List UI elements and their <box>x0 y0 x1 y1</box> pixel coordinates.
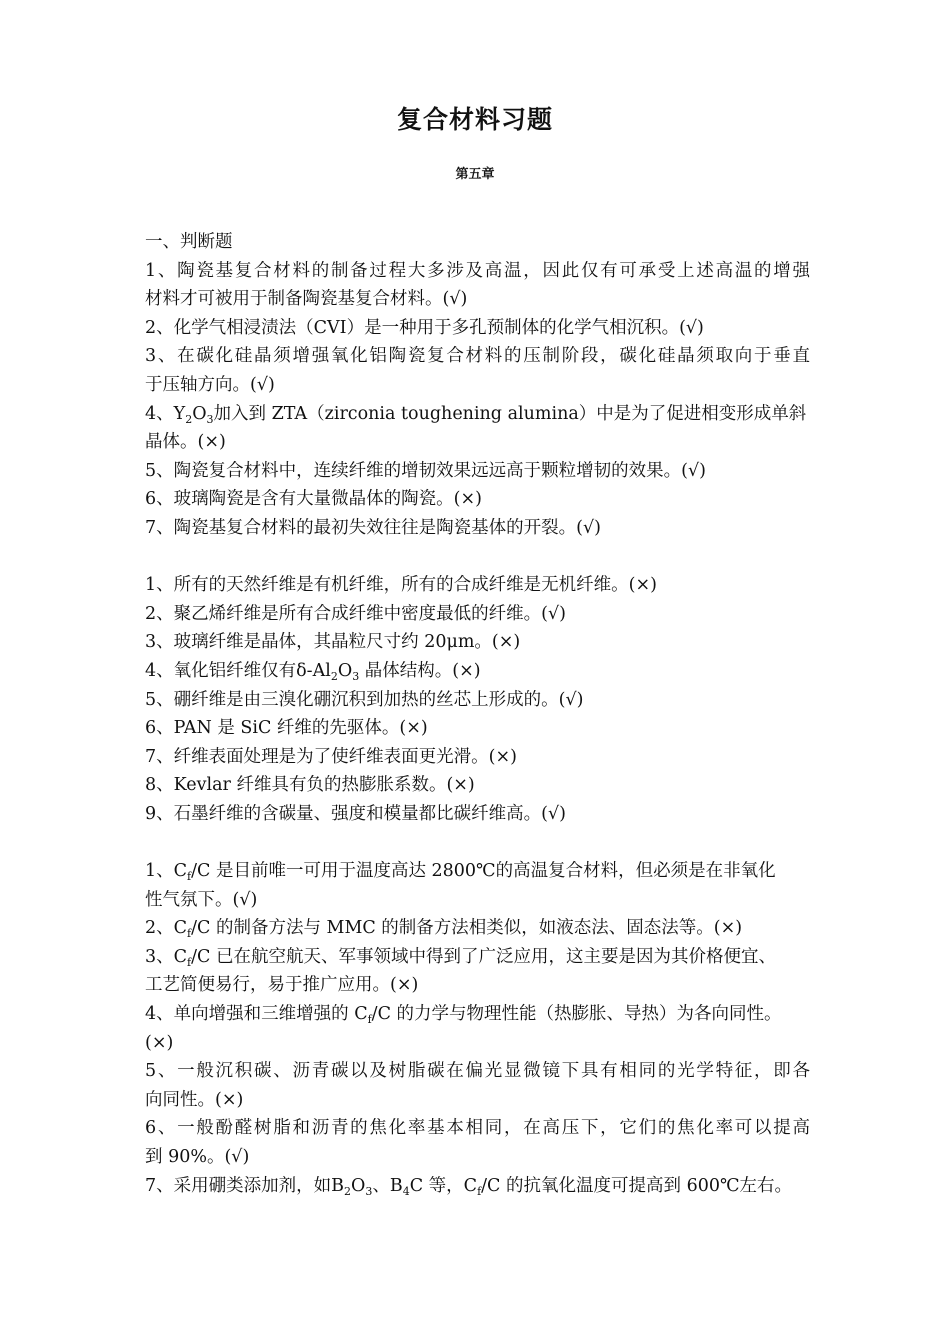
question-line: 到 90%。(√) <box>145 1147 250 1167</box>
question-line: 于压轴方向。(√) <box>145 374 275 395</box>
question-line: 9、石墨纤维的含碳量、强度和模量都比碳纤维高。(√) <box>145 803 566 824</box>
question-line: 7、纤维表面处理是为了使纤维表面更光滑。(×) <box>145 746 517 767</box>
question-line: (×) <box>145 1032 174 1053</box>
spacer <box>145 543 810 572</box>
question-line: 3、$C_f/C$ 已在航空航天、军事领域中得到了广泛应用，这主要是因为其价格便宜、 <box>145 946 776 969</box>
question-line: 8、Kevlar 纤维具有负的热膨胀系数。(×) <box>145 775 475 796</box>
question-line: 2、化学气相浸渍法（CVI）是一种用于多孔预制体的化学气相沉积。(√) <box>145 317 704 338</box>
question-line: 性气氛下。(√) <box>145 889 258 910</box>
question-line: 6、PAN 是 SiC 纤维的先驱体。(×) <box>145 718 428 739</box>
spacer <box>145 828 810 857</box>
question-line: 7、陶瓷基复合材料的最初失效往往是陶瓷基体的开裂。(√) <box>145 517 601 538</box>
document-title: 复合材料习题 <box>396 105 553 134</box>
question-line: 4、单向增强和三维增强的 $C_f/C$ 的力学与物理性能（热膨胀、导热）为各向同性。 <box>145 1004 782 1027</box>
question-line: 6、玻璃陶瓷是含有大量微晶体的陶瓷。(×) <box>145 489 482 510</box>
question-line: 1、$C_f/C$ 是目前唯一可用于温度高达 2800℃的高温复合材料，但必须是在非氧化 <box>145 861 776 884</box>
question-line: 4、$Y_2O_3$加入到 ZTA（zirconia toughening alumina）中是为了促进相变形成单斜 <box>145 403 807 426</box>
section-heading: 一、判断题 <box>145 232 233 252</box>
chapter-subtitle: 第五章 <box>455 167 495 182</box>
question-line: 2、聚乙烯纤维是所有合成纤维中密度最低的纤维。(√) <box>145 603 566 624</box>
question-line: 1、陶瓷基复合材料的制备过程大多涉及高温，因此仅有可承受上述高温的增强 <box>145 260 810 281</box>
question-line: 7、采用硼类添加剂，如$B_2O_3$、$B_4C$ 等，$C_f/C$ 的抗氧化温度可提高到 600℃左右。 <box>145 1175 793 1198</box>
question-line: 材料才可被用于制备陶瓷基复合材料。(√) <box>145 289 468 310</box>
question-line: 4、氧化铝纤维仅有$\delta-Al_2O_3$ 晶体结构。(×) <box>145 660 481 683</box>
question-line: 晶体。(×) <box>145 432 226 453</box>
question-line: 向同性。(×) <box>145 1089 244 1110</box>
document-body <box>145 228 810 1200</box>
question-line: 工艺简便易行，易于推广应用。(×) <box>145 975 419 996</box>
question-line: 5、一般沉积碳、沥青碳以及树脂碳在偏光显微镜下具有相同的光学特征，即各 <box>145 1061 810 1082</box>
question-line: 5、硼纤维是由三溴化硼沉积到加热的丝芯上形成的。(√) <box>145 689 584 710</box>
question-line: 1、所有的天然纤维是有机纤维，所有的合成纤维是无机纤维。(×) <box>145 575 657 596</box>
question-line: 5、陶瓷复合材料中，连续纤维的增韧效果远远高于颗粒增韧的效果。(√) <box>145 460 706 481</box>
question-line: 2、$C_f/C$ 的制备方法与 MMC 的制备方法相类似，如液态法、固态法等。(×) <box>145 918 743 941</box>
question-line: 3、在碳化硅晶须增强氧化铝陶瓷复合材料的压制阶段，碳化硅晶须取向于垂直 <box>145 346 810 367</box>
question-line: 3、玻璃纤维是晶体，其晶粒尺寸约 20μm。(×) <box>145 632 521 653</box>
question-line: 6、一般酚醛树脂和沥青的焦化率基本相同，在高压下，它们的焦化率可以提高 <box>145 1118 810 1139</box>
